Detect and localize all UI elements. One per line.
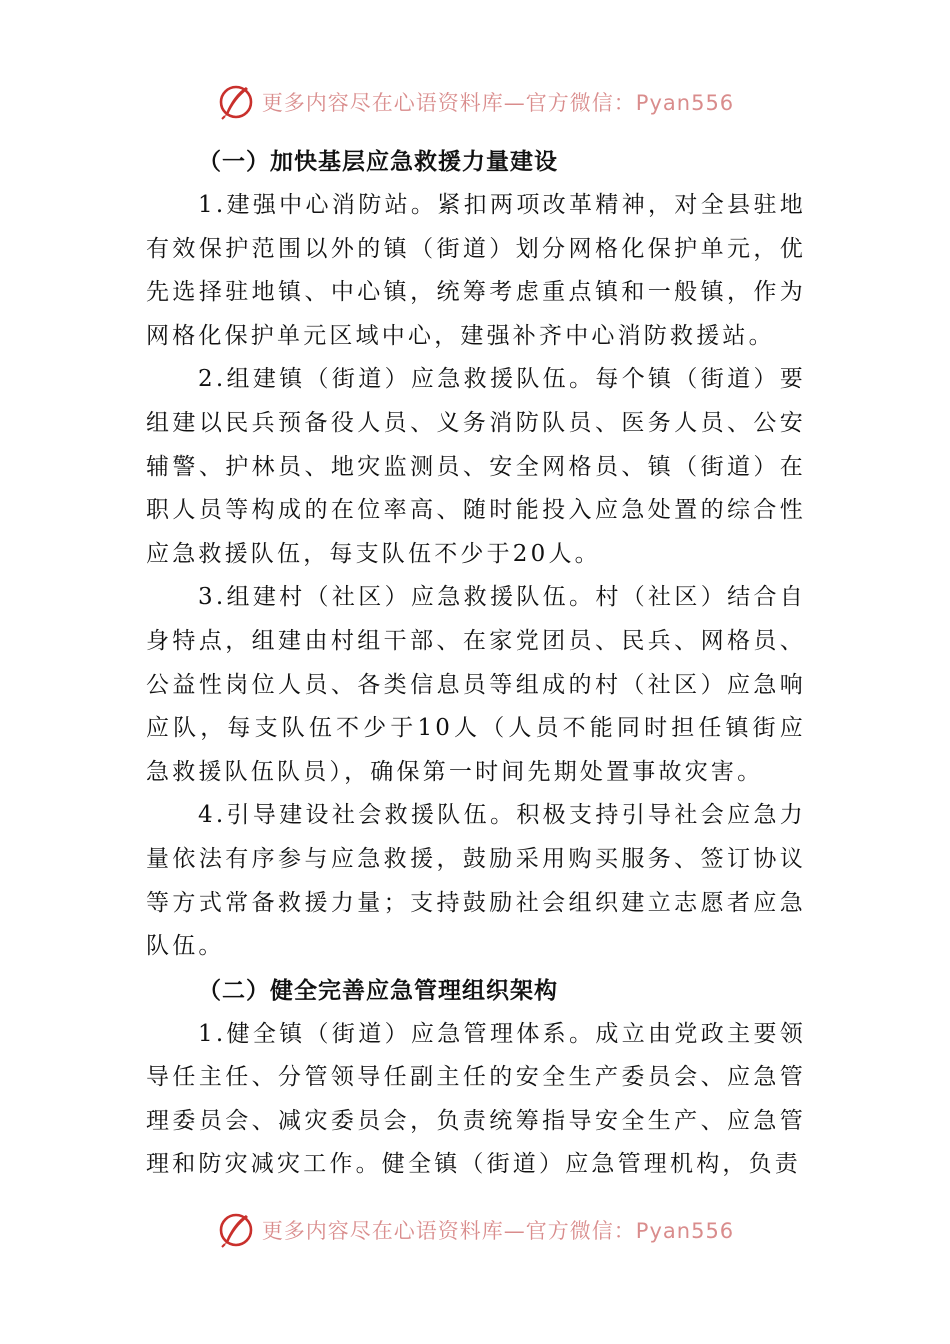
section-heading-2: （二）健全完善应急管理组织架构: [198, 977, 558, 1004]
watermark-footer: [0, 1208, 950, 1252]
paragraph: 1.健全镇（街道）应急管理体系。成立由党政主要领导任主任、分管领导任副主任的安全生产委员会、应急管理委员会、减灾委员会，负责统筹指导安全生产、应急管理和防灾减灾工作。健全镇（街道）应急管理机构，负责: [146, 1020, 806, 1178]
paragraph: 4.引导建设社会救援队伍。积极支持引导社会应急力量依法有序参与应急救援，鼓励采用购买服务、签订协议等方式常备救援力量；支持鼓励社会组织建立志愿者应急队伍。: [146, 802, 806, 960]
paragraph: 2.组建镇（街道）应急救援队伍。每个镇（街道）要组建以民兵预备役人员、义务消防队员、医务人员、公安辅警、护林员、地灾监测员、安全网格员、镇（街道）在职人员等构成的在位率高、随时能投入应急处置的综合性应急救援队伍，每支队伍不少于20人。: [146, 366, 806, 567]
paragraph: 3.组建村（社区）应急救援队伍。村（社区）结合自身特点，组建由村组干部、在家党团员、民兵、网格员、公益性岗位人员、各类信息员等组成的村（社区）应急响应队，每支队伍不少于10人（人员不能同时担任镇街应急救援队伍队员），确保第一时间先期处置事故灾害。: [146, 584, 806, 785]
watermark-header: [0, 80, 950, 124]
watermark-text: 更多内容尽在心语资料库—官方微信：Pyan556: [261, 91, 735, 115]
paragraph: 1.建强中心消防站。紧扣两项改革精神，对全县驻地有效保护范围以外的镇（街道）划分网格化保护单元，优先选择驻地镇、中心镇，统筹考虑重点镇和一般镇，作为网格化保护单元区域中心，建强补齐中心消防救援站。: [146, 192, 806, 349]
quill-pen-icon: [216, 1210, 256, 1250]
document-body: [146, 140, 806, 1187]
watermark-text: 更多内容尽在心语资料库—官方微信：Pyan556: [261, 1219, 735, 1243]
quill-pen-icon: [216, 82, 256, 122]
section-heading-1: （一）加快基层应急救援力量建设: [198, 149, 558, 175]
